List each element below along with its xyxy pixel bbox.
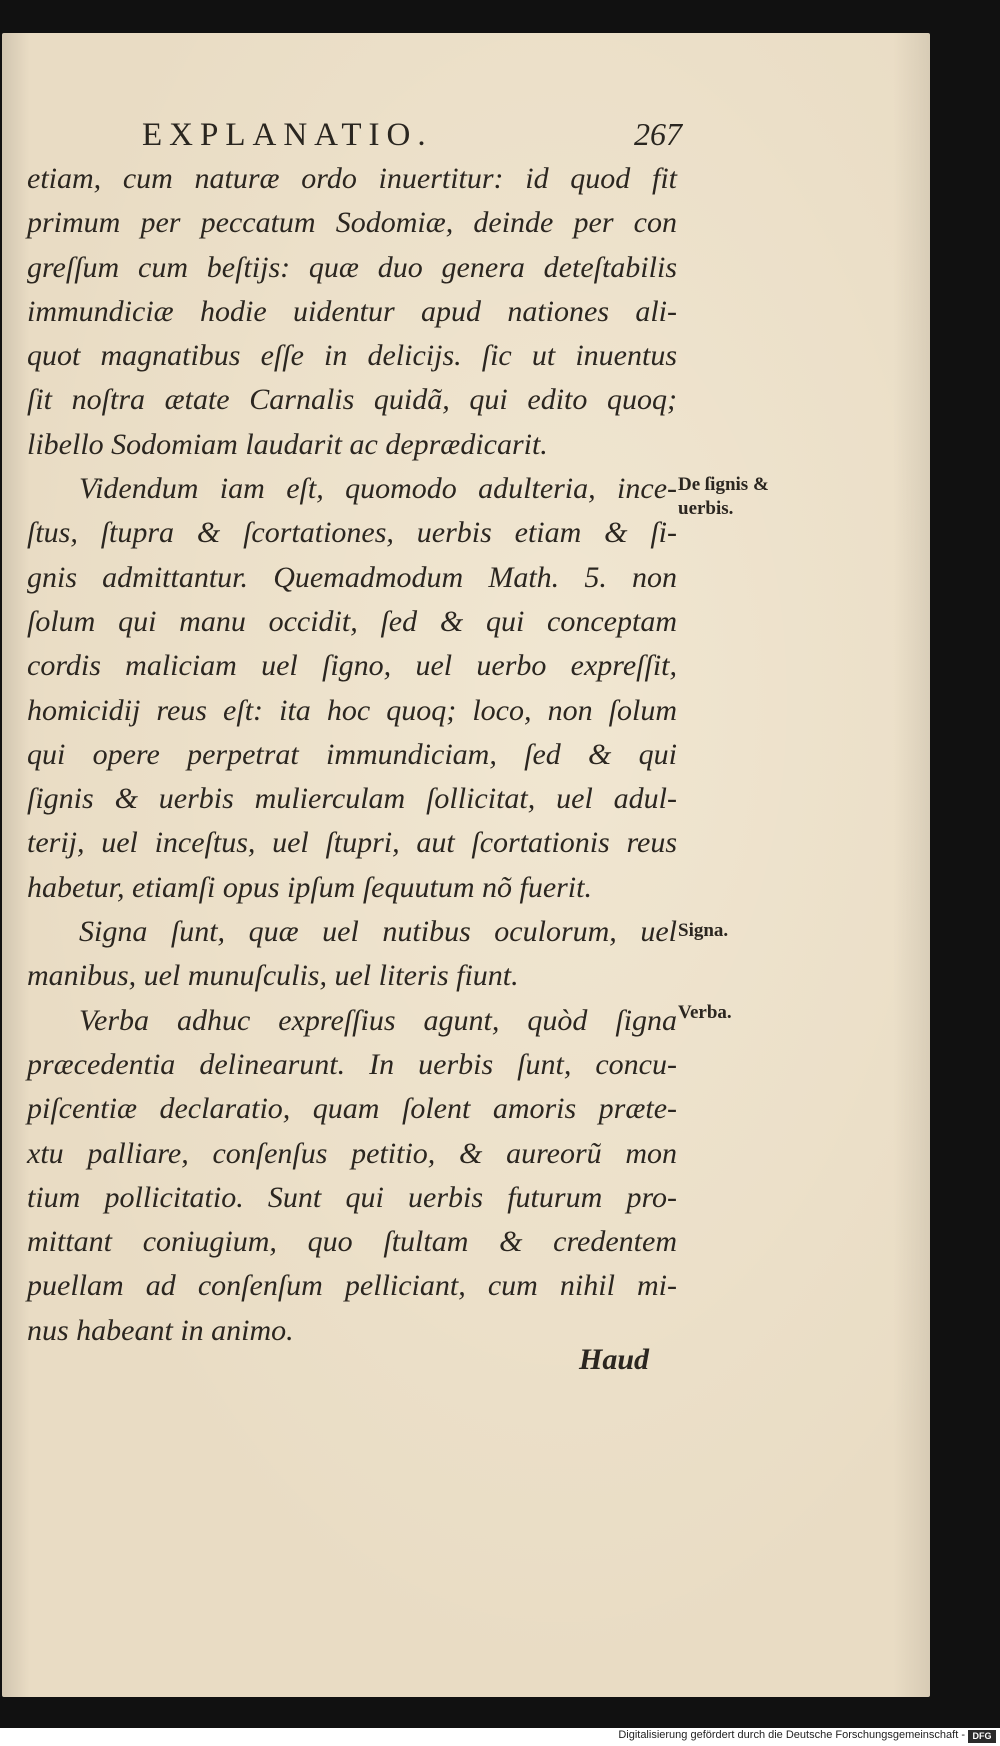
page-number: 267 [634, 116, 682, 152]
text-line: manibus, uel munuſculis, uel literis fiunt. [27, 959, 519, 993]
margin-note-line: De ſignis & [678, 474, 769, 495]
text-line: piſcentiæ declaratio, quam ſolent amoris præte- [27, 1092, 677, 1126]
dfg-logo: DFG [968, 1730, 996, 1743]
text-line: qui opere perpetrat immundiciam, ſed & qui [27, 737, 677, 771]
text-line: etiam, cum naturæ ordo inuertitur: id quod fit [27, 162, 677, 195]
funding-credit: Digitalisierung gefördert durch die Deutsche Forschungsgemeinschaft - [618, 1729, 965, 1741]
text-line: terij, uel inceſtus, uel ſtupri, aut ſcortationis reus [27, 826, 677, 860]
text-line: Verba adhuc expreſſius agunt, quòd ſigna [79, 1003, 677, 1037]
text-line: primum per peccatum Sodomiæ, deinde per con [27, 206, 677, 240]
text-line: Signa ſunt, quæ uel nutibus oculorum, uel [79, 915, 677, 949]
text-line: xtu palliare, conſenſus petitio, & aureorũ mon [27, 1136, 677, 1170]
running-head [142, 116, 682, 154]
text-line: cordis maliciam uel ſigno, uel uerbo expreſſit, [27, 649, 677, 683]
running-title: EXPLANATIO. [142, 117, 433, 153]
margin-note-de-signis [678, 473, 769, 521]
text-line: immundiciæ hodie uidentur apud nationes ali- [27, 294, 677, 328]
text-line: puellam ad conſenſum pelliciant, cum nihil mi- [27, 1269, 677, 1303]
text-line: Videndum iam eſt, quomodo adulteria, ince- [79, 472, 677, 506]
margin-note-line: uerbis. [678, 498, 734, 519]
margin-note-signa: Signa. [678, 920, 729, 941]
margin-note-verba: Verba. [678, 1002, 732, 1023]
catchword: Haud [579, 1343, 650, 1376]
body-text [27, 157, 677, 1353]
text-line: homicidij reus eſt: ita hoc quoq; loco, non ſolum [27, 693, 677, 727]
text-line: greſſum cum beſtijs: quæ duo genera deteſtabilis [27, 250, 677, 284]
text-line: ſignis & uerbis mulierculam ſollicitat, uel adul- [27, 782, 677, 816]
text-line: gnis admittantur. Quemadmodum Math. 5. non [27, 560, 677, 594]
text-line: quot magnatibus eſſe in delicijs. ſic ut inuentus [27, 339, 677, 373]
text-line: tium pollicitatio. Sunt qui uerbis futurum pro- [27, 1180, 677, 1214]
text-line: libello Sodomiam laudarit ac deprædicarit. [27, 427, 548, 461]
text-line: ſolum qui manu occidit, ſed & qui conceptam [27, 604, 677, 638]
text-line: ſit noſtra ætate Carnalis quidã, qui edito quoq; [27, 383, 677, 417]
book-page [2, 33, 930, 1697]
text-line: habetur, etiamſi opus ipſum ſequutum nõ fuerit. [27, 870, 592, 904]
footer-bar [0, 1728, 1000, 1746]
text-line: nus habeant in animo. [27, 1313, 294, 1347]
text-line: mittant coniugium, quo ſtultam & credentem [27, 1225, 677, 1259]
text-line: præcedentia delinearunt. In uerbis ſunt, concu- [27, 1047, 677, 1081]
text-line: ſtus, ſtupra & ſcortationes, uerbis etiam & ſi- [27, 516, 677, 550]
